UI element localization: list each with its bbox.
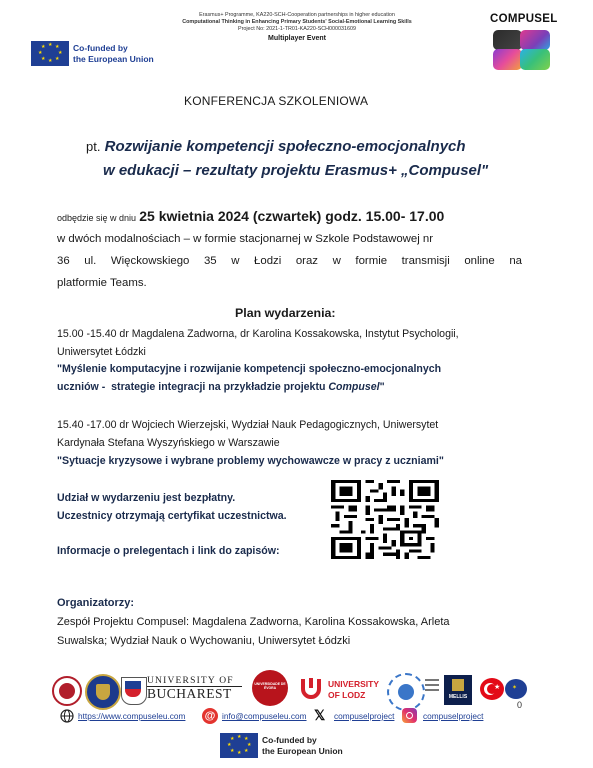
partner-logo-turkish-school [52,676,82,706]
instagram-icon [402,708,417,723]
mellis-logo-text: MELLIS [448,694,468,700]
title-text-line1: Rozwijanie kompetencji społeczno-emocjonalnych [104,138,466,155]
event-type: Multiplayer Event [268,35,326,42]
website-link[interactable]: https://www.compuseleu.com [78,711,186,721]
compusel-logo [490,13,562,73]
eu-badge-line1: Co-funded by [73,43,128,53]
speaker-line: 15.40 -17.00 dr Wojciech Wierzejski, Wydział Nauk Pedagogicznych, Uniwersytet [57,419,439,431]
certificate-info: Uczestnicy otrzymają certyfikat uczestnictwa. [57,510,287,522]
conference-title-line2: w edukacji – rezultaty projektu Erasmus+ „Compusel" [103,162,489,179]
talk-line [57,379,537,397]
eu-cofunded-badge-top [31,41,191,67]
title-prefix: pt. [86,139,101,154]
talk-line-text: uczniów - strategie integracji na przykładzie projektu [57,380,329,393]
description-line: w dwóch modalnościach – w formie stacjonarnej w Szkole Podstawowej nr [57,233,434,245]
lodz-logo-line2: OF LODZ [328,690,366,700]
eu-flag-icon: ★ ★ ★ ★ ★ ★ ★ ★ [220,733,258,758]
conference-kicker: KONFERENCJA SZKOLENIOWA [184,94,369,108]
partner-logo-social-cooperative [387,673,425,711]
conference-title-line1 [86,138,466,155]
puzzle-piece-icon [520,49,550,70]
partner-logo-university-of-evora [252,670,288,706]
session-1-talk [57,361,537,396]
date-intro: odbędzie się w dniu [57,213,137,223]
social-cooperative-text [425,679,439,701]
organizers-heading: Organizatorzy: [57,597,135,609]
talk-closing-quote: " [379,380,385,393]
plan-heading: Plan wydarzenia: [235,306,336,320]
lodz-logo-icon [298,676,324,702]
bucharest-logo-line1: UNIVERSITY OF [147,676,234,686]
registration-info: Informacje o prelegentach i link do zapisów: [57,545,280,557]
partner-logo-university-of-lodz [298,676,378,704]
speaker-line: Kardynała Stefana Wyszyńskiego w Warszawie [57,436,280,449]
partner-logo-crest [85,674,121,710]
project-number: Project No: 2021-1-TR01-KA220-SCH000031609 [237,26,357,32]
talk-line: "Sytuacje kryzysowe i wybrane problemy wychowawcze w pracy z uczniami" [57,455,444,467]
eu-cofunded-badge-bottom [220,731,380,759]
partner-logo-university-of-bucharest [147,676,242,701]
evora-logo-text: UNIVERSIDADE DE ÉVORA [254,682,286,690]
eu-flag-small-icon: ✶ [505,679,527,699]
speaker-line: Uniwersytet Łódzki [57,345,146,358]
x-twitter-icon: 𝕏 [314,707,326,723]
session-1-speakers [57,326,537,361]
puzzle-piece-icon [493,49,522,70]
globe-icon [60,709,74,723]
session-2-talk [57,453,537,471]
programme-line: Erasmus+ Programme, KA220-SCH-Cooperation partnerships in higher education [199,12,395,18]
project-title-line: Computational Thinking in Enhancing Primary Students' Social-Emotional Learning Skills [182,19,412,25]
date-line [57,206,444,229]
eu-flag-icon: ★ ★ ★ ★ ★ ★ ★ ★ [31,41,69,66]
session-2-speakers [57,417,537,452]
talk-project-name: Compusel [328,380,380,393]
lodz-logo-line1: UNIVERSITY [328,679,380,689]
registration-qr-code[interactable] [331,480,439,559]
organizers-line: Suwalska; Wydział Nauk o Wychowaniu, Uniwersytet Łódzki [57,635,351,647]
free-participation: Udział w wydarzeniu jest bezpłatny. [57,492,236,504]
eu-badge-line1: Co-funded by [262,735,317,745]
partner-logo-mellis [444,675,472,705]
bucharest-logo-line2: BUCHAREST [147,686,242,701]
instagram-link[interactable]: compuselproject [423,711,484,721]
eu-badge-line2: the European Union [73,54,154,64]
page-number: 0 [517,700,523,710]
talk-line: "Myślenie komputacyjne i rozwijanie kompetencji społeczno-emocjonalnych [57,363,442,375]
speaker-line: 15.00 -15.40 dr Magdalena Zadworna, dr Karolina Kossakowska, Instytut Psychologii, [57,328,459,340]
puzzle-piece-icon [493,30,522,50]
description-line: platformie Teams. [57,277,147,289]
partner-logo-bucharest-crest [121,677,147,705]
compusel-logo-text: COMPUSEL [490,13,558,25]
eu-badge-line2: the European Union [262,746,343,756]
puzzle-piece-icon [520,30,550,50]
event-date: 25 kwietnia 2024 (czwartek) godz. 15.00- 17.00 [139,208,445,224]
organizers-line: Zespół Projektu Compusel: Magdalena Zadworna, Karolina Kossakowska, Arleta [57,616,450,628]
email-icon: @ [202,708,218,724]
email-link[interactable]: info@compuseleu.com [222,711,307,721]
organizers-text [57,613,537,651]
turkey-flag-icon: ★ [480,678,504,700]
project-header [150,12,444,42]
description-line: 36 ul. Więckowskiego 35 w Łodzi oraz w formie transmisji online na [57,255,522,267]
x-profile-link[interactable]: compuselproject [334,711,395,721]
